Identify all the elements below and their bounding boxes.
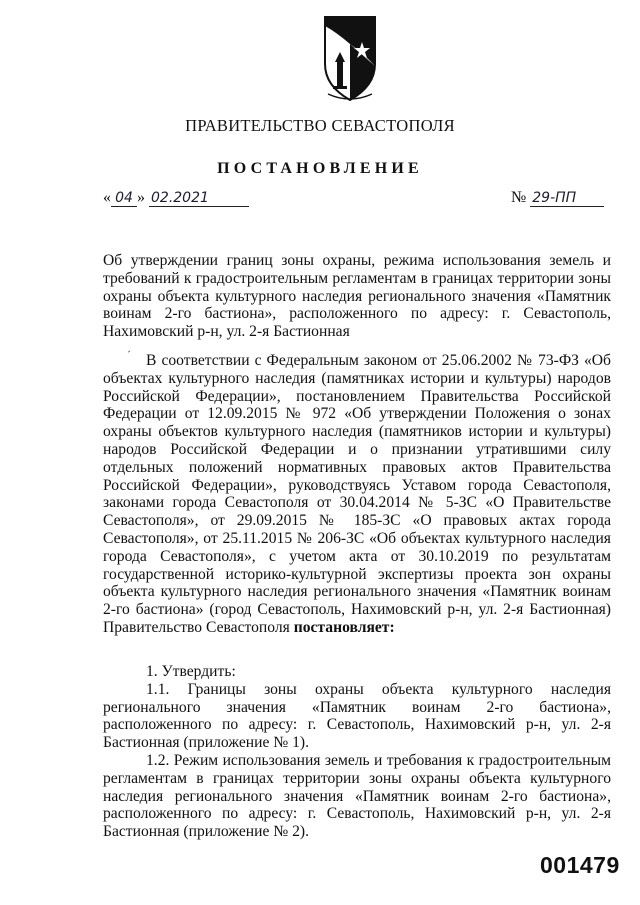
document-type-title: ПОСТАНОВЛЕНИЕ [217,160,423,177]
date-open-quote: « [103,189,111,206]
document-number [511,189,604,207]
point-1-title: 1. Утвердить: [146,663,236,680]
resolution-points [103,663,611,841]
government-title: ПРАВИТЕЛЬСТВО СЕВАСТОПОЛЯ [185,116,455,135]
form-serial-number: 001479 [540,852,620,878]
preamble-closing: Правительство Севастополя [103,618,290,636]
number-prefix: № [511,189,527,206]
document-subject: Об утверждении границ зоны охраны, режима использования земель и требований к градостроительным регламентам в границах территории зоны охраны объекта культурного наследия регионального значения «Памятник воинам 2-го бастиона», расположенного по адресу: г. Севастополь, Нахимовский р-н, ул. 2-я Бастионная [103,252,611,341]
date-day: 04 [111,190,137,207]
number-value: 29-ПП [530,190,604,207]
point-1-2: 1.2. Режим использования земель и требования к градостроительным регламентам в границах территории зоны охраны объекта культурного наследия регионального значения «Памятник воинам 2-го бастиона», расположенного по адресу: г. Севастополь, Нахимовский р-н, ул. 2-я Бастионная (приложение № 2). [103,751,611,841]
preamble-text: В соответствии с Федеральным законом от 25.06.2002 № 73-ФЗ «Об объектах культурного наследия (памятниках истории и культуры) народов Российской Федерации», постановлением Правительства Российской Федерации от 12.09.2015 № 972 «Об утверждении Положения о зонах охраны объектов культурного наследия (памятников истории и культуры) народов Российской Федерации и о признании утратившими силу отдельных положений нормативных правовых актов Правительства Российской Федерации», руководствуясь Уставом города Севастополя, законами города Севастополя от 30.04.2014 № 5-ЗС «О Правительстве Севастополя», от 29.09.2015 № 185-ЗС «О правовых актах города Севастополя», от 25.11.2015 № 206-ЗС «Об объектах культурного наследия города Севастополя», с учетом акта от 30.10.2019 по результатам государственной историко-культурной экспертизы проекта зон охраны объекта культурного наследия регионального значения «Памятник воинам 2-го бастиона» (город Севастополь, Нахимовский р-н, ул. 2-я Бастионная) [103,352,611,619]
point-1-1: 1.1. Границы зоны охраны объекта культурного наследия регионального значения «Памятник воинам 2-го бастиона», расположенного по адресу: г. Севастополь, Нахимовский р-н, ул. 2-я Бастионная (приложение № 1). [103,680,611,752]
sevastopol-coat-of-arms-emblem [322,14,378,104]
decree-word: постановляет: [293,618,395,636]
date-close-quote: » [137,189,145,206]
scan-mark: ˊ [127,348,131,362]
preamble [103,352,611,637]
document-date [103,189,249,207]
date-month-year: 02.2021 [149,190,249,207]
